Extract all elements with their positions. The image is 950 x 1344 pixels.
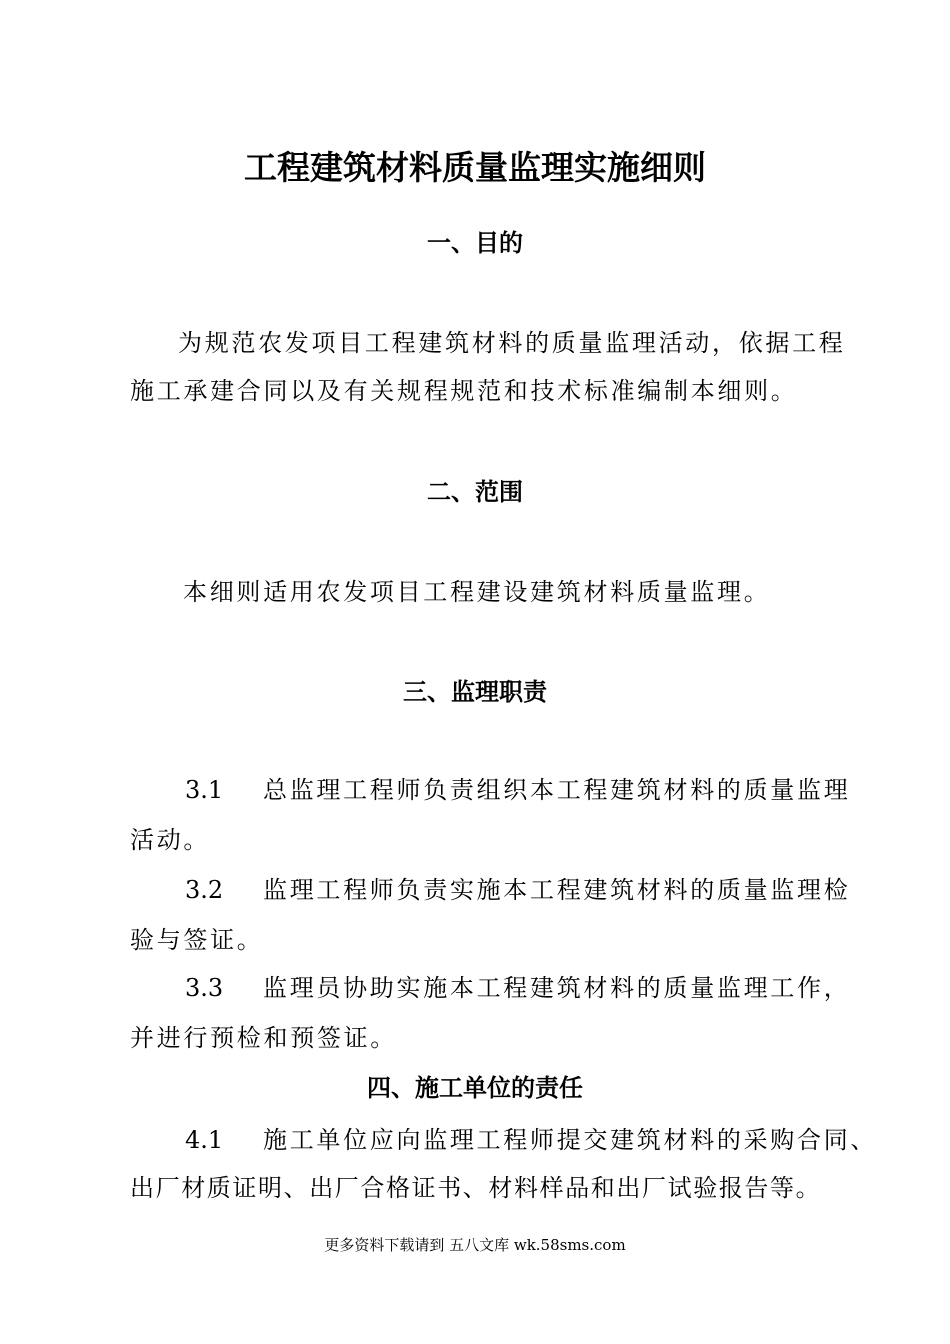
section-heading: 四、施工单位的责任 [367, 1074, 583, 1102]
footer-link[interactable]: 更多资料下载请到 五八文库 wk.58sms.com [324, 1236, 626, 1254]
section-heading: 三、监理职责 [403, 678, 547, 706]
item-text: 监理工程师负责实施本工程建筑材料的质量监理检 [263, 876, 851, 904]
item-text: 施工单位应向监理工程师提交建筑材料的采购合同、 [263, 1126, 878, 1154]
item-number: 3.2 [185, 876, 224, 904]
section-heading: 二、范围 [427, 478, 523, 506]
document-title: 工程建筑材料质量监理实施细则 [244, 148, 706, 187]
item-text-continued: 出厂材质证明、出厂合格证书、材料样品和出厂试验报告等。 [130, 1174, 822, 1202]
list-item [185, 775, 850, 805]
item-number: 3.1 [185, 776, 224, 804]
item-text: 监理员协助实施本工程建筑材料的质量监理工作， [263, 974, 851, 1002]
list-item [185, 973, 850, 1003]
list-item [185, 875, 850, 905]
paragraph-line: 为规范农发项目工程建筑材料的质量监理活动，依据工程 [178, 329, 846, 357]
item-text-continued: 并进行预检和预签证。 [130, 1024, 397, 1052]
paragraph-line: 本细则适用农发项目工程建设建筑材料质量监理。 [183, 578, 771, 606]
item-number: 3.3 [185, 974, 224, 1002]
item-text-continued: 验与签证。 [130, 926, 264, 954]
item-text: 总监理工程师负责组织本工程建筑材料的质量监理 [263, 776, 851, 804]
item-number: 4.1 [185, 1126, 224, 1154]
section-heading: 一、目的 [427, 229, 523, 257]
item-text-continued: 活动。 [130, 826, 211, 854]
list-item [185, 1125, 877, 1155]
paragraph-line: 施工承建合同以及有关规程规范和技术标准编制本细则。 [130, 377, 798, 405]
